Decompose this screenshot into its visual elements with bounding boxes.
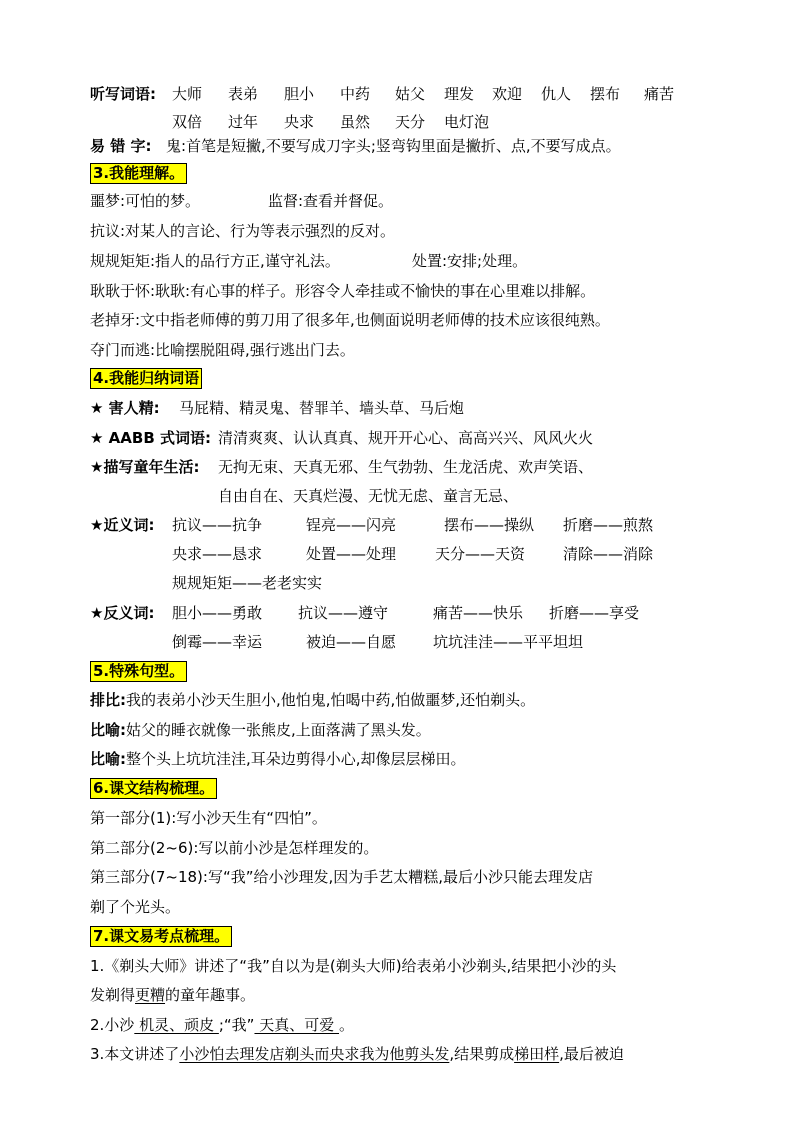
definition-item: 抗议:对某人的言论、行为等表示强烈的反对。 [90, 222, 396, 240]
exam-point-1: 1.《剃头大师》讲述了“我”自以为是(剃头大师)给表弟小沙剃头,结果把小沙的头 [90, 957, 617, 975]
dictation-word: 表弟 [228, 85, 259, 103]
sentence-item: 比喻:整个头上坑坑洼洼,耳朵边剪得小心,却像层层梯田。 [90, 750, 466, 768]
antonym-label: ★反义词: [90, 604, 155, 622]
structure-part: 第二部分(2~6):写以前小沙是怎样理发的。 [90, 839, 379, 857]
synonym-pair: 央求——恳求 [172, 545, 263, 563]
antonym-pair: 倒霉——幸运 [172, 633, 263, 651]
dictation-word: 天分 [395, 113, 426, 131]
dictation-word: 电灯泡 [444, 113, 490, 131]
aabb-label: ★ AABB 式词语: [90, 429, 211, 447]
definition-item: 处置:安排;处理。 [412, 252, 528, 270]
definition-item: 噩梦:可怕的梦。 [90, 192, 201, 210]
sentence-item: 排比:我的表弟小沙天生胆小,他怕鬼,怕喝中药,怕做噩梦,还怕剃头。 [90, 691, 536, 709]
synonym-pair: 锃亮——闪亮 [306, 516, 397, 534]
synonym-pair: 摆布——操纵 [444, 516, 535, 534]
dictation-word: 中药 [340, 85, 371, 103]
synonym-pair: 规规矩矩——老老实实 [172, 574, 323, 592]
synonym-pair: 处置——处理 [306, 545, 397, 563]
aabb-text: 清清爽爽、认认真真、规开开心心、高高兴兴、风风火火 [218, 429, 594, 447]
dictation-word: 摆布 [590, 85, 621, 103]
definition-item: 监督:查看并督促。 [268, 192, 394, 210]
definition-item: 规规矩矩:指人的品行方正,谨守礼法。 [90, 252, 340, 270]
exam-point-2: 2.小沙 机灵、顽皮 ;“我” 天真、可爱 。 [90, 1016, 355, 1034]
childhood-label: ★描写童年生活: [90, 458, 200, 476]
antonym-pair: 痛苦——快乐 [433, 604, 524, 622]
definition-item: 耿耿于怀:耿耿:有心事的样子。形容令人牵挂或不愉快的事在心里难以排解。 [90, 282, 596, 300]
dictation-label: 听写词语: [90, 85, 156, 103]
typo-text: 鬼:首笔是短撇,不要写成刀字头;竖弯钩里面是撇折、点,不要写成点。 [166, 137, 621, 155]
antonym-pair: 坑坑洼洼——平平坦坦 [433, 633, 584, 651]
structure-part: 剃了个光头。 [90, 898, 181, 916]
dictation-word: 仇人 [541, 85, 572, 103]
dictation-word: 虽然 [340, 113, 371, 131]
section-7-title: 7.课文易考点梳理。 [90, 926, 232, 947]
structure-part: 第一部分(1):写小沙天生有“四怕”。 [90, 809, 327, 827]
dictation-word: 胆小 [284, 85, 315, 103]
childhood-line: 无拘无束、天真无邪、生气勃勃、生龙活虎、欢声笑语、 [218, 458, 594, 476]
synonym-pair: 天分——天资 [435, 545, 526, 563]
antonym-pair: 抗议——遵守 [298, 604, 389, 622]
dictation-word: 欢迎 [492, 85, 523, 103]
exam-point-3: 3.本文讲述了小沙怕去理发店剃头而央求我为他剪头发,结果剪成梯田样,最后被迫 [90, 1045, 624, 1063]
structure-part: 第三部分(7~18):写“我”给小沙理发,因为手艺太糟糕,最后小沙只能去理发店 [90, 868, 594, 886]
section-6-title: 6.课文结构梳理。 [90, 778, 217, 799]
dictation-word: 双倍 [172, 113, 203, 131]
antonym-pair: 折磨——享受 [549, 604, 640, 622]
dictation-word: 姑父 [395, 85, 426, 103]
dictation-word: 理发 [444, 85, 475, 103]
dictation-word: 大师 [172, 85, 203, 103]
synonym-label: ★近义词: [90, 516, 155, 534]
harm-text: 马屁精、精灵鬼、替罪羊、墙头草、马后炮 [179, 399, 465, 417]
synonym-pair: 折磨——煎熬 [563, 516, 654, 534]
sentence-item: 比喻:姑父的睡衣就像一张熊皮,上面落满了黑头发。 [90, 721, 431, 739]
definition-item: 老掉牙:文中指老师傅的剪刀用了很多年,也侧面说明老师傅的技术应该很纯熟。 [90, 311, 610, 329]
dictation-word: 痛苦 [644, 85, 675, 103]
antonym-pair: 胆小——勇敢 [172, 604, 263, 622]
dictation-word: 过年 [228, 113, 259, 131]
harm-label: ★ 害人精: [90, 399, 160, 417]
exam-point-1-cont: 发剃得更糟的童年趣事。 [90, 986, 256, 1004]
section-3-title: 3.我能理解。 [90, 163, 187, 184]
synonym-pair: 抗议——抗争 [172, 516, 263, 534]
typo-label: 易 错 字: [90, 137, 152, 155]
antonym-pair: 被迫——自愿 [306, 633, 397, 651]
synonym-pair: 清除——消除 [563, 545, 654, 563]
childhood-line: 自由自在、天真烂漫、无忧无虑、童言无忌、 [218, 487, 519, 505]
section-4-title: 4.我能归纳词语 [90, 368, 202, 389]
section-5-title: 5.特殊句型。 [90, 661, 187, 682]
definition-item: 夺门而逃:比喻摆脱阻碍,强行逃出门去。 [90, 341, 355, 359]
dictation-word: 央求 [284, 113, 315, 131]
